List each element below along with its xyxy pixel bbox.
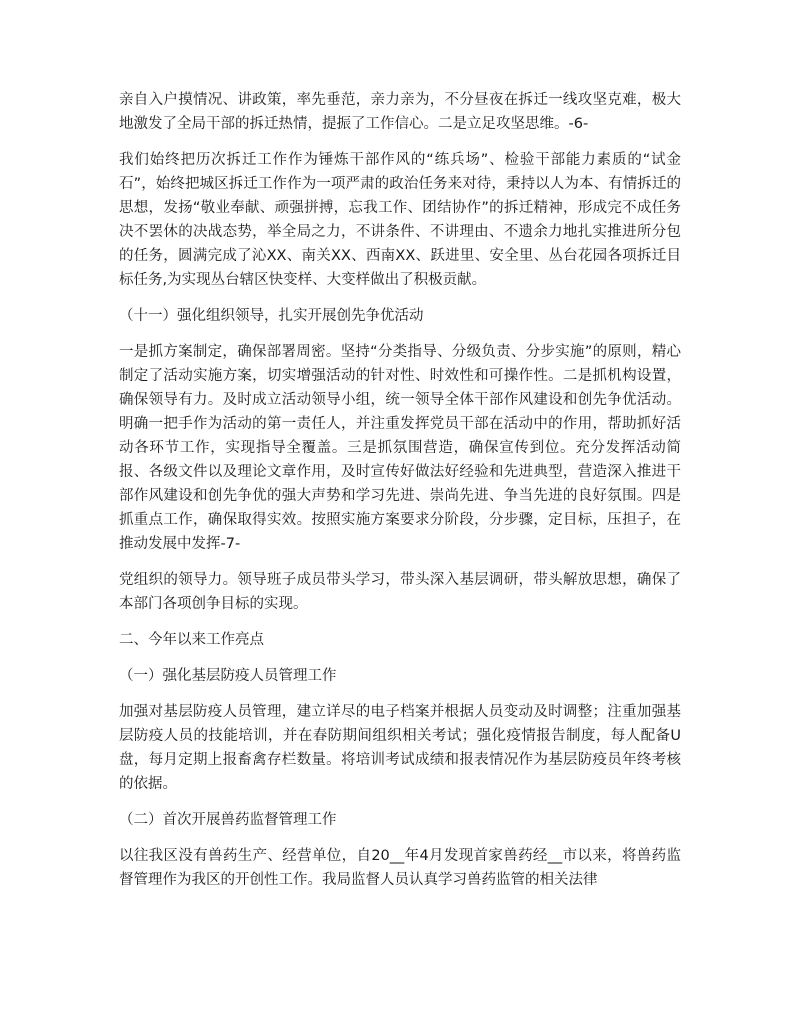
- chapter-heading-2: 二、今年以来工作亮点: [119, 632, 264, 648]
- subsection-heading-2: （二）首次开展兽药监督管理工作: [119, 812, 337, 828]
- document-page: [119, 88, 681, 904]
- subsection-heading-1: （一）强化基层防疫人员管理工作: [119, 668, 337, 684]
- paragraph-1: 亲自入户摸情况、讲政策，率先垂范，亲力亲为，不分昼夜在拆迁一线攻坚克难，极大地激发了全局干部的拆迁热情，提振了工作信心。二是立足攻坚思维。-6-: [119, 92, 681, 132]
- section-heading-11: （十一）强化组织领导，扎实开展创先争优活动: [119, 308, 424, 324]
- paragraph-3: 一是抓方案制定，确保部署周密。坚持“分类指导、分级负责、分步实施”的原则，精心制定了活动实施方案，切实增强活动的针对性、时效性和可操作性。二是抓机构设置，确保领导有力。及时成立活动领导小组，统一领导全体干部作风建设和创先争优活动。明确一把手作为活动的第一责任人，并注重发挥党员干部在活动中的作用，帮助抓好活动各环节工作，实现指导全覆盖。三是抓氛围营造，确保宣传到位。充分发挥活动简报、各级文件以及理论文章作用，及时宣传好做法好经验和先进典型，营造深入推进干部作风建设和创先争优的强大声势和学习先进、崇尚先进、争当先进的良好氛围。四是抓重点工作，确保取得实效。按照实施方案要求分阶段，分步骤，定目标，压担子，在推动发展中发挥-7-: [119, 344, 681, 552]
- paragraph-5: 加强对基层防疫人员管理，建立详尽的电子档案并根据人员变动及时调整；注重加强基层防疫人员的技能培训，并在春防期间组织相关考试；强化疫情报告制度，每人配备U盘，每月定期上报畜禽存栏数量。将培训考试成绩和报表情况作为基层防疫员年终考核的依据。: [119, 704, 681, 792]
- paragraph-4: 党组织的领导力。领导班子成员带头学习，带头深入基层调研，带头解放思想，确保了本部门各项创争目标的实现。: [119, 572, 681, 612]
- paragraph-2: 我们始终把历次拆迁工作作为锤炼干部作风的“练兵场”、检验干部能力素质的“试金石”，始终把城区拆迁工作作为一项严肃的政治任务来对待，秉持以人为本、有情拆迁的思想，发扬“敬业奉献、顽强拼搏，忘我工作、团结协作”的拆迁精神，形成完不成任务决不罢休的决战态势，举全局之力，不讲条件、不讲理由、不遗余力地扎实推进所分包的任务，圆满完成了沁XX、南关XX、西南XX、跃进里、安全里、丛台花园各项拆迁目标任务,为实现丛台辖区快变样、大变样做出了积极贡献。: [119, 152, 681, 288]
- paragraph-6: 以往我区没有兽药生产、经营单位，自20__年4月发现首家兽药经__市以来，将兽药监督管理作为我区的开创性工作。我局监督人员认真学习兽药监管的相关法律: [119, 848, 681, 888]
